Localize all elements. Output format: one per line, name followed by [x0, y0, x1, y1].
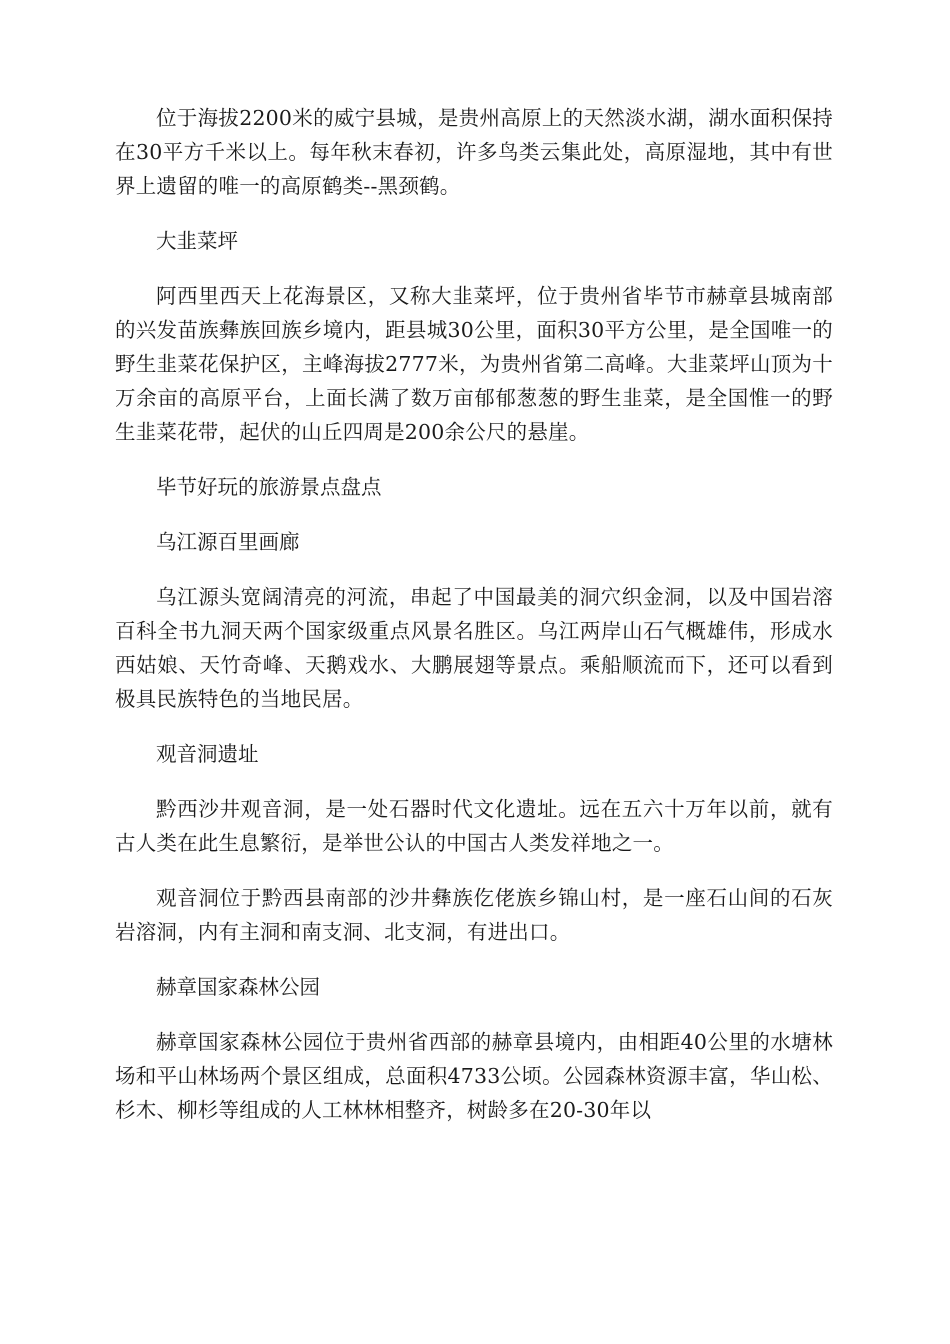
heading-guanyin-cave: 观音洞遗址 [156, 742, 259, 766]
paragraph-hezhang-forest-park: 赫章国家森林公园位于贵州省西部的赫章县境内，由相距40公里的水塘林场和平山林场两个景区组成，总面积4733公顷。公园森林资源丰富，华山松、杉木、柳杉等组成的人工林林相整齐，树龄多在20-30年以 [115, 1030, 833, 1122]
heading-bijie-attractions: 毕节好玩的旅游景点盘点 [156, 475, 382, 499]
heading-wujiangyuan-gallery: 乌江源百里画廊 [156, 530, 300, 554]
document-body [115, 101, 833, 1148]
paragraph-wujiangyuan-gallery: 乌江源头宽阔清亮的河流，串起了中国最美的洞穴织金洞，以及中国岩溶百科全书九洞天两个国家级重点风景名胜区。乌江两岸山石气概雄伟，形成水西姑娘、天竹奇峰、天鹅戏水、大鹏展翅等景点。乘船顺流而下，还可以看到极具民族特色的当地民居。 [115, 585, 833, 711]
paragraph-guanyin-cave-history: 黔西沙井观音洞，是一处石器时代文化遗址。远在五六十万年以前，就有古人类在此生息繁衍，是举世公认的中国古人类发祥地之一。 [115, 797, 833, 855]
paragraph-weining-lake: 位于海拔2200米的威宁县城，是贵州高原上的天然淡水湖，湖水面积保持在30平方千米以上。每年秋末春初，许多鸟类云集此处，高原湿地，其中有世界上遗留的唯一的高原鹤类--黑颈鹤。 [115, 106, 833, 198]
paragraph-guanyin-cave-location: 观音洞位于黔西县南部的沙井彝族仡佬族乡锦山村，是一座石山间的石灰岩溶洞，内有主洞和南支洞、北支洞，有进出口。 [115, 886, 833, 944]
heading-dajiucaiping: 大韭菜坪 [156, 229, 238, 253]
heading-hezhang-forest-park: 赫章国家森林公园 [156, 975, 320, 999]
paragraph-dajiucaiping: 阿西里西天上花海景区，又称大韭菜坪，位于贵州省毕节市赫章县城南部的兴发苗族彝族回族乡境内，距县城30公里，面积30平方公里，是全国唯一的野生韭菜花保护区，主峰海拔2777米，为贵州省第二高峰。大韭菜坪山顶为十万余亩的高原平台，上面长满了数万亩郁郁葱葱的野生韭菜，是全国惟一的野生韭菜花带，起伏的山丘四周是200余公尺的悬崖。 [115, 284, 833, 444]
